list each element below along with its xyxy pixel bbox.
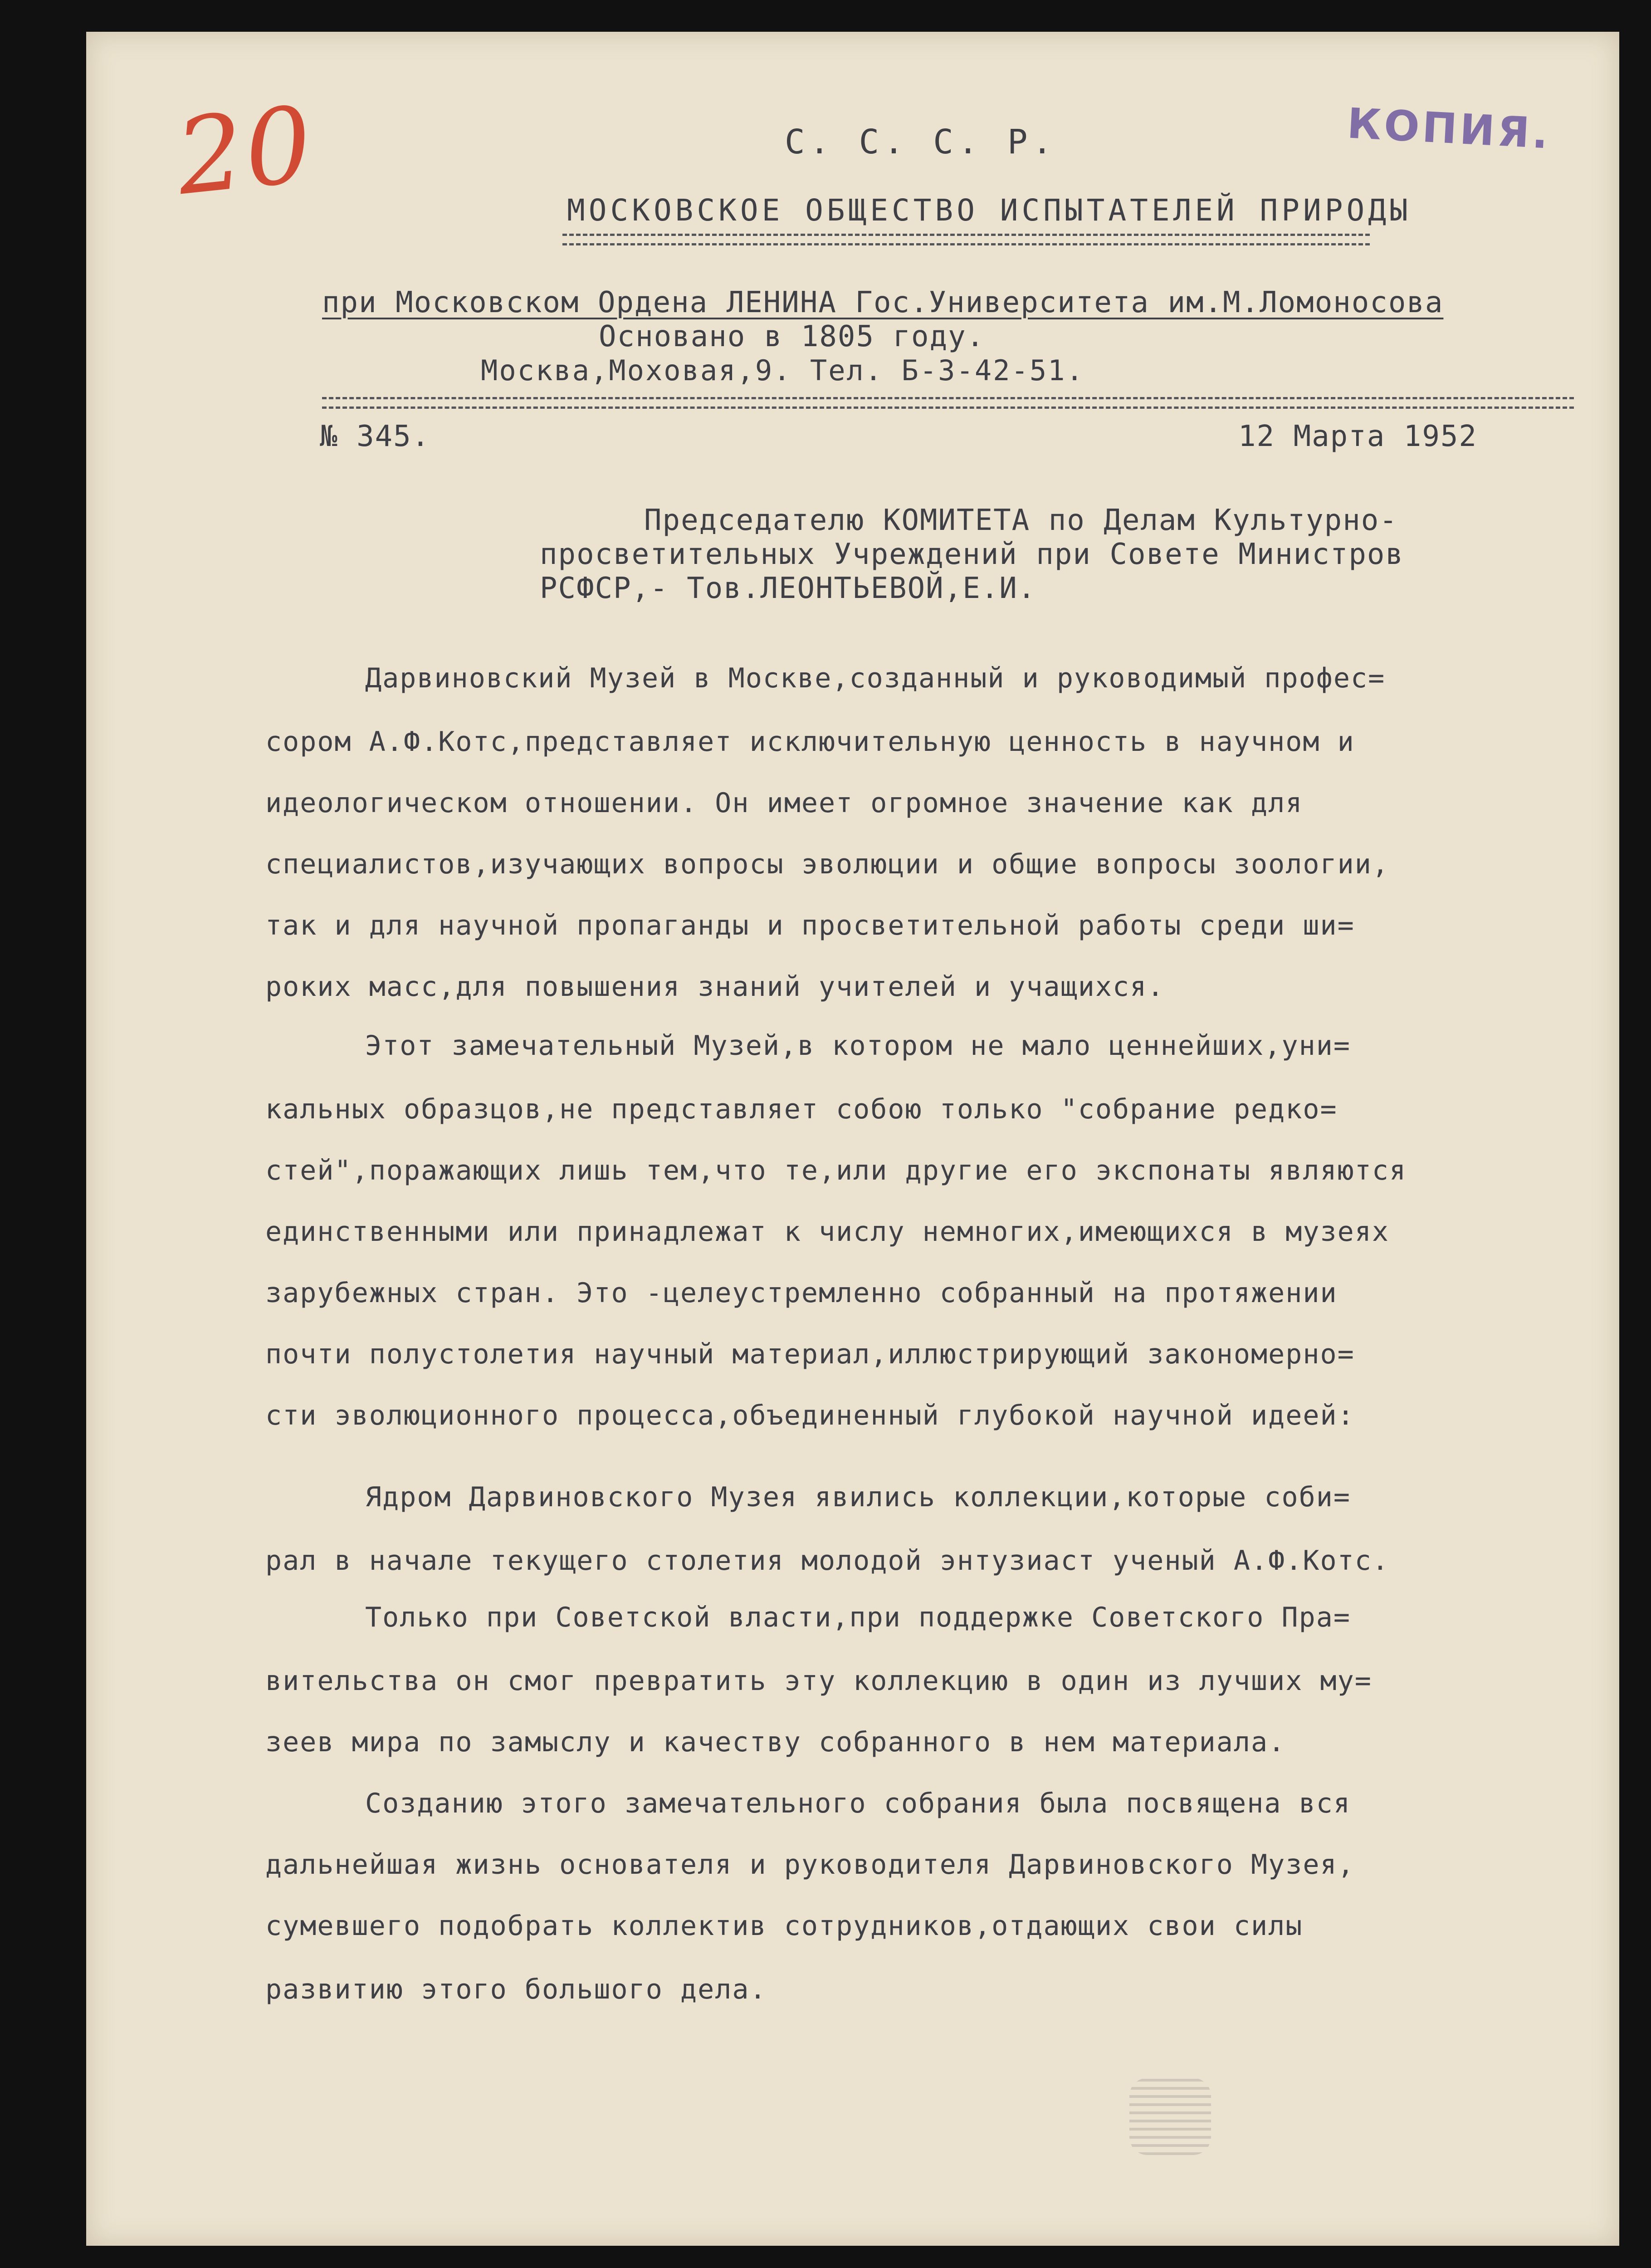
body-line: зеев мира по замыслу и качеству собранного в нем материала. bbox=[265, 1726, 1286, 1758]
body-line: идеологическом отношении. Он имеет огромное значение как для bbox=[265, 787, 1303, 819]
body-line: Только при Советской власти,при поддержке Советского Пра= bbox=[365, 1602, 1351, 1633]
letterhead-founded: Основано в 1805 году. bbox=[599, 320, 985, 353]
addressee-line: Председателю КОМИТЕТА по Делам Культурно- bbox=[644, 504, 1398, 537]
handwritten-page-number: 20 bbox=[171, 84, 319, 219]
body-line: Созданию этого замечательного собрания была посвящена вся bbox=[365, 1788, 1351, 1819]
letterhead-society: МОСКОВСКОЕ ОБЩЕСТВО ИСПЫТАТЕЛЕЙ ПРИРОДЫ bbox=[567, 193, 1412, 228]
body-line: развитию этого большого дела. bbox=[265, 1974, 767, 2005]
body-line: роких масс,для повышения знаний учителей и учащихся. bbox=[265, 971, 1165, 1003]
body-line: специалистов,изучающих вопросы эволюции и общие вопросы зоологии, bbox=[265, 848, 1389, 880]
letterhead-affiliation: при Московском Ордена ЛЕНИНА Гос.Университета им.М.Ломоносова bbox=[322, 286, 1444, 319]
body-line: сти эволюционного процесса,объединенный глубокой научной идеей: bbox=[265, 1400, 1355, 1431]
addressee-line: просветительных Учреждений при Совете Министров bbox=[540, 538, 1404, 571]
body-line: кальных образцов,не представляет собою только "собрание редко= bbox=[265, 1093, 1338, 1125]
body-line: сором А.Ф.Котс,представляет исключительную ценность в научном и bbox=[265, 726, 1355, 758]
body-line: вительства он смог превратить эту коллекцию в один из лучших му= bbox=[265, 1665, 1372, 1697]
address-divider bbox=[322, 397, 1574, 409]
document-number: № 345. bbox=[320, 420, 430, 453]
copy-stamp: КОПИЯ. bbox=[1346, 99, 1552, 158]
letterhead-divider bbox=[562, 234, 1370, 245]
addressee-line: РСФСР,- Тов.ЛЕОНТЬЕВОЙ,Е.И. bbox=[540, 572, 1036, 605]
letterhead-address: Москва,Моховая,9. Тел. Б-3-42-51. bbox=[481, 354, 1084, 387]
body-line: Этот замечательный Музей,в котором не мало ценнейших,уни= bbox=[365, 1030, 1351, 1062]
body-line: Ядром Дарвиновского Музея явились коллекции,которые соби= bbox=[365, 1481, 1351, 1513]
body-line: почти полустолетия научный материал,иллюстрирующий закономерно= bbox=[265, 1338, 1355, 1370]
body-line: зарубежных стран. Это -целеустремленно собранный на протяжении bbox=[265, 1277, 1338, 1309]
body-line: сумевшего подобрать коллектив сотрудников,отдающих свои силы bbox=[265, 1910, 1303, 1942]
body-line: так и для научной пропаганды и просветительной работы среди ши= bbox=[265, 910, 1355, 941]
document-date: 12 Марта 1952 bbox=[1238, 420, 1477, 453]
body-line: дальнейшая жизнь основателя и руководителя Дарвиновского Музея, bbox=[265, 1849, 1355, 1881]
body-line: рал в начале текущего столетия молодой энтузиаст ученый А.Ф.Котс. bbox=[265, 1545, 1389, 1577]
body-line: стей",поражающих лишь тем,что те,или другие его экспонаты являются bbox=[265, 1155, 1407, 1186]
body-line: Дарвиновский Музей в Москве,созданный и руководимый профес= bbox=[365, 662, 1386, 694]
document-page bbox=[86, 32, 1619, 2246]
body-line: единственными или принадлежат к числу немногих,имеющихся в музеях bbox=[265, 1216, 1389, 1248]
ink-smudge bbox=[1129, 2078, 1211, 2155]
letterhead-country: С. С. С. Р. bbox=[785, 122, 1057, 162]
